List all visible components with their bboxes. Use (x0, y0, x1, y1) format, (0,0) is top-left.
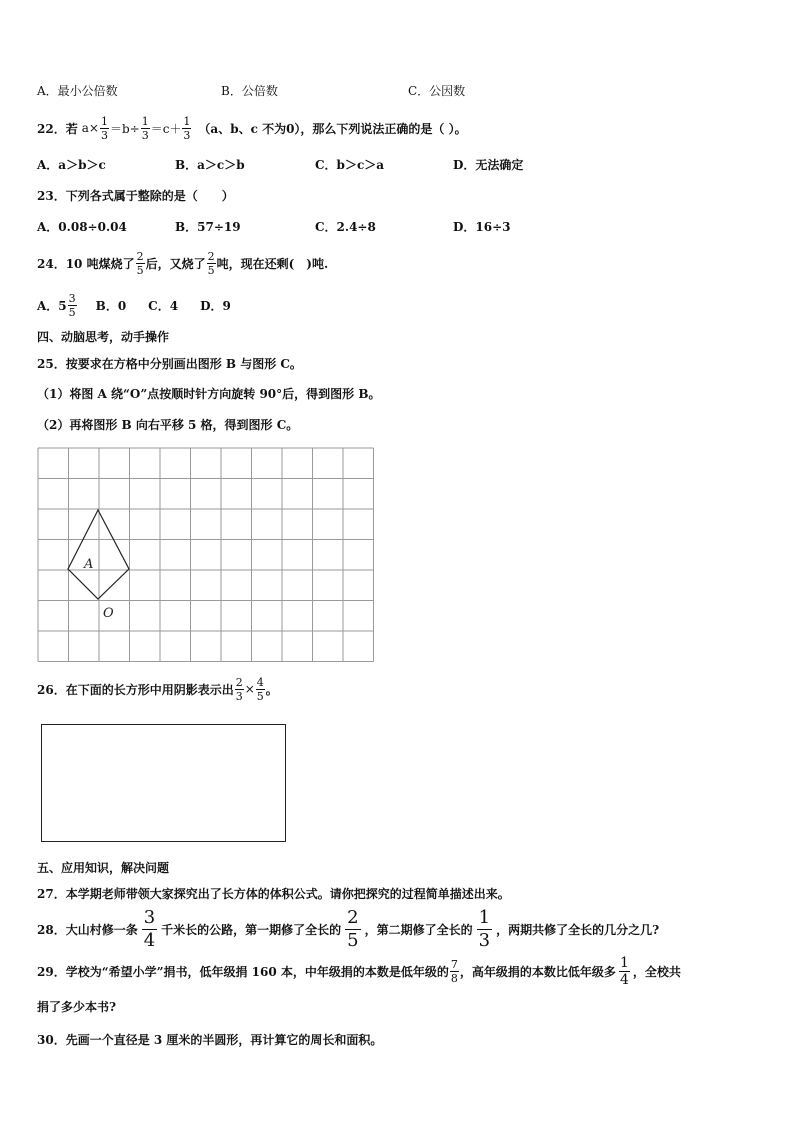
q28-part1: 28．大山村修一条 (37, 922, 138, 937)
q22-fraction-3-num: 1 (183, 114, 191, 128)
q24-option-b: B．0 (95, 298, 127, 313)
q22-fraction-3 (182, 116, 191, 141)
q29-fraction-2-den: 4 (619, 971, 629, 988)
q24-question (37, 246, 328, 280)
q22-question (37, 110, 467, 146)
figure-a-label: A (84, 557, 94, 572)
q29-fraction-2 (619, 956, 630, 987)
q24-part2: 后，又烧了 (145, 256, 206, 271)
q26-text: 26．在下面的长方形中用阴影表示出 (37, 682, 234, 697)
q29-fraction-1 (450, 959, 459, 984)
q29-question (37, 952, 681, 990)
section-5-heading: 五、应用知识，解决问题 (37, 861, 170, 875)
q24-option-a-num: 3 (68, 291, 76, 305)
q24-option-a-label: A．5 (37, 298, 67, 313)
q22-fraction-2-den: 3 (141, 128, 149, 142)
q25-step-2: （2）再将图形 B 向右平移 5 格，得到图形 C。 (37, 418, 299, 432)
q28-fraction-3-num: 1 (478, 906, 491, 928)
q22-option-b: B．a＞c＞b (175, 158, 245, 172)
q29-fraction-1-num: 7 (450, 957, 458, 971)
q26-rectangle (41, 724, 286, 842)
q28-part4: ，两期共修了全长的几分之几? (496, 922, 660, 937)
q26-fraction-2-den: 5 (256, 689, 264, 703)
q23-option-a: A．0.08÷0.04 (37, 220, 127, 234)
q29-part2: ，高年级捐的本数比低年级多 (459, 964, 616, 979)
q30-question: 30．先画一个直径是 3 厘米的半圆形，再计算它的周长和面积。 (37, 1033, 383, 1047)
q22-fraction-1 (100, 116, 109, 141)
q23-option-c: C．2.4÷8 (315, 220, 376, 234)
q29-part3: ，全校共 (632, 964, 681, 979)
section-4-heading: 四、动脑思考，动手操作 (37, 330, 170, 344)
q22-prefix: 若 (65, 121, 78, 136)
q28-fraction-2 (345, 906, 360, 951)
q28-part2: 千米长的公路，第一期修了全长的 (161, 922, 342, 937)
q24-fraction-2-den: 5 (207, 263, 215, 277)
q22-times: × (88, 121, 99, 135)
q24-fraction-2 (207, 251, 216, 276)
q28-question (37, 908, 659, 950)
q22-fraction-1-num: 1 (100, 114, 108, 128)
q26-end: 。 (265, 682, 278, 697)
q26-question (37, 671, 278, 707)
q26-times: × (244, 682, 255, 696)
q24-part3: 吨，现在还剩( )吨. (216, 256, 329, 271)
q22-fraction-2 (141, 116, 150, 141)
q24-fraction-2-num: 2 (207, 249, 215, 263)
q22-var-a: a (81, 121, 89, 135)
q28-part3: ，第二期修了全长的 (364, 922, 473, 937)
q22-condition: （a、b、c 不为0），那么下列说法正确的是（ ）。 (198, 121, 467, 136)
q28-fraction-1-num: 3 (143, 906, 156, 928)
q21-option-a: A．最小公倍数 (37, 84, 118, 98)
q24-options (37, 289, 231, 321)
q22-option-c: C．b＞c＞a (315, 158, 385, 172)
q28-fraction-3 (477, 906, 492, 951)
q29-part1: 29．学校为“希望小学”捐书，低年级捐 160 本，中年级捐的本数是低年级的 (37, 964, 449, 979)
q24-fraction-1-den: 5 (136, 263, 144, 277)
q29-fraction-2-num: 1 (619, 954, 629, 971)
q22-option-a: A．a＞b＞c (37, 158, 106, 172)
q22-option-d: D．无法确定 (453, 158, 524, 172)
q22-number: 22． (37, 121, 66, 136)
q25-step-1: （1）将图 A 绕“O”点按顺时针方向旋转 90°后，得到图形 B。 (37, 387, 381, 401)
q26-fraction-2 (256, 677, 265, 702)
q22-eq2: ＝c＋ (150, 121, 182, 136)
q26-fraction-2-num: 4 (256, 675, 264, 689)
q28-fraction-1 (142, 906, 157, 951)
q21-option-b: B．公倍数 (221, 84, 278, 98)
q24-fraction-1-num: 2 (136, 249, 144, 263)
q22-eq1: ＝b÷ (109, 121, 140, 136)
q21-option-c: C．公因数 (408, 84, 466, 98)
q24-option-d: D．9 (200, 298, 231, 313)
q26-fraction-1-num: 2 (235, 675, 243, 689)
point-o-label: O (103, 606, 114, 621)
q23-option-d: D．16÷3 (453, 220, 511, 234)
q25-grid (37, 447, 375, 663)
q28-fraction-2-den: 5 (347, 929, 359, 951)
q27-question: 27．本学期老师带领大家探究出了长方体的体积公式。请你把探究的过程简单描述出来。 (37, 887, 510, 901)
q28-fraction-2-num: 2 (347, 906, 359, 928)
q24-option-c: C．4 (148, 298, 179, 313)
q23-question: 23．下列各式属于整除的是（ ） (37, 189, 234, 203)
q24-part1: 24．10 吨煤烧了 (37, 256, 135, 271)
q24-fraction-1 (136, 251, 145, 276)
q24-option-a-den: 5 (68, 305, 76, 319)
grid-lines (38, 448, 374, 662)
q26-fraction-1 (235, 677, 244, 702)
q29-line-2: 捐了多少本书? (37, 1000, 117, 1014)
q23-option-b: B．57÷19 (175, 220, 241, 234)
q22-fraction-2-num: 1 (141, 114, 149, 128)
q22-fraction-3-den: 3 (183, 128, 191, 142)
q26-fraction-1-den: 3 (235, 689, 243, 703)
q29-fraction-1-den: 8 (450, 971, 458, 985)
q22-fraction-1-den: 3 (100, 128, 108, 142)
q25-question: 25．按要求在方格中分别画出图形 B 与图形 C。 (37, 357, 302, 371)
q28-fraction-3-den: 3 (478, 929, 491, 951)
q24-option-a-fraction (68, 293, 77, 318)
q28-fraction-1-den: 4 (143, 929, 156, 951)
